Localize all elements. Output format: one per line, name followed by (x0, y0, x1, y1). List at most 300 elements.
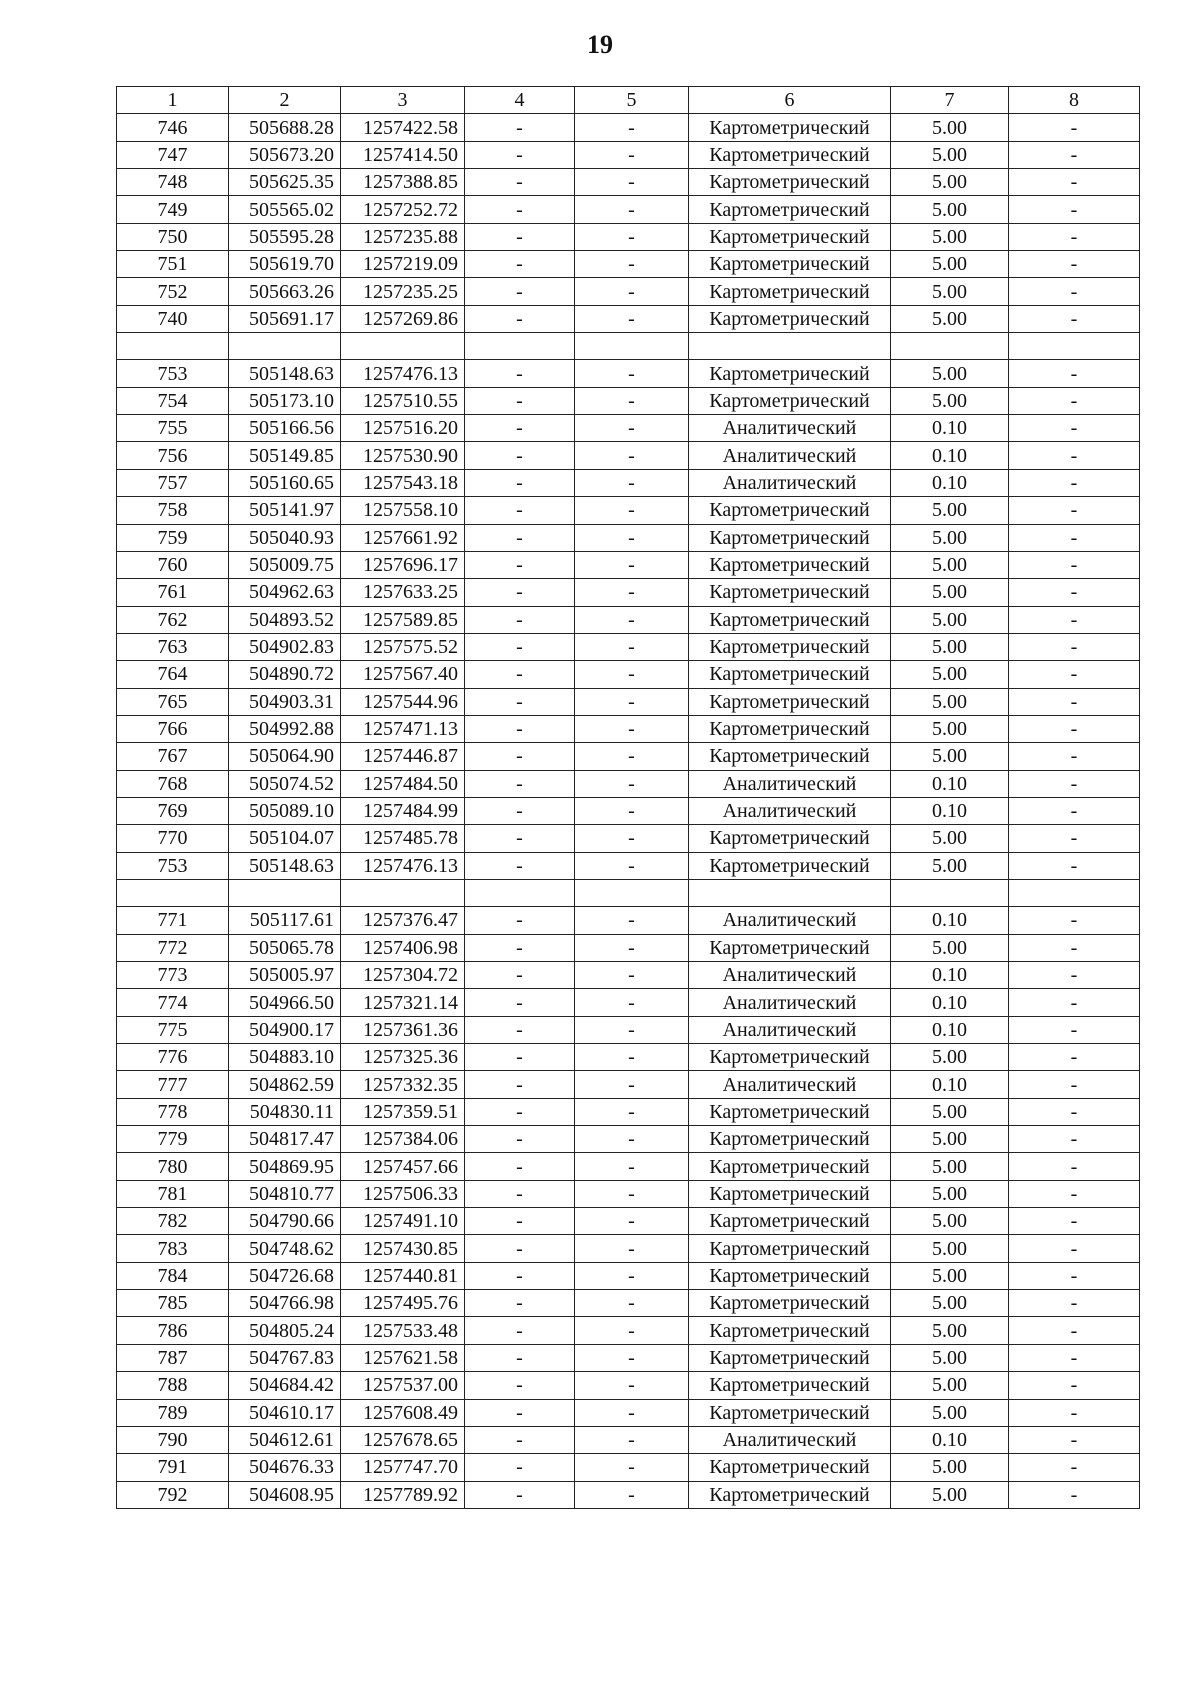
table-cell: - (1009, 661, 1140, 688)
table-cell: 1257621.58 (341, 1344, 465, 1371)
table-cell: 0.10 (891, 907, 1009, 934)
table-cell: 505619.70 (229, 251, 341, 278)
table-cell: 5.00 (891, 661, 1009, 688)
table-row (117, 141, 1140, 168)
table-row (117, 251, 1140, 278)
table-cell: 791 (117, 1454, 229, 1481)
table-cell: 504893.52 (229, 606, 341, 633)
table-cell: - (575, 1098, 689, 1125)
table-cell: - (1009, 633, 1140, 660)
table-cell: 1257361.36 (341, 1016, 465, 1043)
table-cell: - (575, 1153, 689, 1180)
table-cell: - (1009, 1235, 1140, 1262)
table-cell: - (575, 1208, 689, 1235)
table-cell: 504676.33 (229, 1454, 341, 1481)
table-cell: - (465, 579, 575, 606)
table-cell: - (575, 743, 689, 770)
table-row (117, 305, 1140, 332)
table-cell: - (575, 1262, 689, 1289)
table-cell: - (465, 989, 575, 1016)
table-cell: - (575, 1044, 689, 1071)
table-cell: - (575, 606, 689, 633)
table-cell: 5.00 (891, 141, 1009, 168)
table-body (117, 114, 1140, 1509)
table-cell: - (1009, 1180, 1140, 1207)
table-row (117, 497, 1140, 524)
table-cell: - (575, 1454, 689, 1481)
table-cell: 1257440.81 (341, 1262, 465, 1289)
table-cell: 764 (117, 661, 229, 688)
table-row (117, 1372, 1140, 1399)
table-cell (689, 879, 891, 906)
table-cell: - (1009, 797, 1140, 824)
table-cell: - (465, 415, 575, 442)
table-cell (117, 879, 229, 906)
table-cell: 1257235.25 (341, 278, 465, 305)
table-cell: - (1009, 524, 1140, 551)
table-cell: 5.00 (891, 1153, 1009, 1180)
page-number: 19 (587, 30, 613, 59)
table-cell: 1257789.92 (341, 1481, 465, 1508)
table-cell: 767 (117, 743, 229, 770)
table-cell: 0.10 (891, 797, 1009, 824)
table-cell: - (465, 770, 575, 797)
table-row (117, 1290, 1140, 1317)
table-cell: - (1009, 934, 1140, 961)
table-cell: 504900.17 (229, 1016, 341, 1043)
table-cell: 770 (117, 825, 229, 852)
table-cell: 769 (117, 797, 229, 824)
column-header-8: 8 (1009, 87, 1140, 114)
table-cell: - (575, 688, 689, 715)
table-cell: 789 (117, 1399, 229, 1426)
table-row (117, 962, 1140, 989)
table-cell: - (1009, 1426, 1140, 1453)
table-cell: - (1009, 196, 1140, 223)
table-cell: 1257530.90 (341, 442, 465, 469)
column-header-3: 3 (341, 87, 465, 114)
table-cell: 504890.72 (229, 661, 341, 688)
table-cell (117, 333, 229, 360)
table-cell: 504790.66 (229, 1208, 341, 1235)
table-row (117, 551, 1140, 578)
table-cell: 505173.10 (229, 387, 341, 414)
table-cell: 768 (117, 770, 229, 797)
table-cell: 504767.83 (229, 1344, 341, 1371)
table-cell: Аналитический (689, 1016, 891, 1043)
table-row (117, 1317, 1140, 1344)
table-cell: 752 (117, 278, 229, 305)
table-cell: 504748.62 (229, 1235, 341, 1262)
table-cell: 1257484.50 (341, 770, 465, 797)
table-cell: 504726.68 (229, 1262, 341, 1289)
table-cell: - (1009, 907, 1140, 934)
table-cell: 504817.47 (229, 1126, 341, 1153)
table-cell: Картометрический (689, 1262, 891, 1289)
table-cell: 5.00 (891, 114, 1009, 141)
table-cell: - (465, 497, 575, 524)
table-cell: Картометрический (689, 934, 891, 961)
table-cell: - (575, 1317, 689, 1344)
table-cell: - (465, 797, 575, 824)
table-cell: - (575, 797, 689, 824)
table-cell: Картометрический (689, 1098, 891, 1125)
table-cell: - (575, 196, 689, 223)
table-cell: 504902.83 (229, 633, 341, 660)
table-cell: Картометрический (689, 360, 891, 387)
table-cell: Аналитический (689, 989, 891, 1016)
table-cell: 792 (117, 1481, 229, 1508)
table-cell: 1257558.10 (341, 497, 465, 524)
table-cell: - (1009, 1262, 1140, 1289)
table-cell: - (575, 633, 689, 660)
table-cell: - (465, 825, 575, 852)
table-cell: 505074.52 (229, 770, 341, 797)
table-cell (465, 333, 575, 360)
table-cell: 1257476.13 (341, 852, 465, 879)
table-cell: - (1009, 169, 1140, 196)
table-cell: 5.00 (891, 1454, 1009, 1481)
table-cell: 1257332.35 (341, 1071, 465, 1098)
table-cell: Аналитический (689, 907, 891, 934)
table-cell: - (465, 114, 575, 141)
table-cell: 504608.95 (229, 1481, 341, 1508)
table-row (117, 442, 1140, 469)
table-cell: - (575, 907, 689, 934)
table-cell: 5.00 (891, 1481, 1009, 1508)
table-cell: 740 (117, 305, 229, 332)
table-cell: - (575, 579, 689, 606)
table-cell: - (465, 1071, 575, 1098)
table-cell: - (1009, 1044, 1140, 1071)
table-cell: - (575, 770, 689, 797)
table-row (117, 1481, 1140, 1508)
table-row (117, 743, 1140, 770)
table-cell: - (575, 223, 689, 250)
table-cell: 505565.02 (229, 196, 341, 223)
table-cell: 0.10 (891, 989, 1009, 1016)
table-cell: - (1009, 387, 1140, 414)
table-cell: 5.00 (891, 715, 1009, 742)
table-cell: 504830.11 (229, 1098, 341, 1125)
table-cell: 0.10 (891, 469, 1009, 496)
table-cell: Картометрический (689, 1153, 891, 1180)
table-cell: Аналитический (689, 797, 891, 824)
table-cell: - (465, 1317, 575, 1344)
table-cell: 504883.10 (229, 1044, 341, 1071)
column-header-4: 4 (465, 87, 575, 114)
column-header-5: 5 (575, 87, 689, 114)
table-cell: 1257633.25 (341, 579, 465, 606)
table-cell: 5.00 (891, 743, 1009, 770)
table-cell: 755 (117, 415, 229, 442)
table-cell: 5.00 (891, 305, 1009, 332)
table-cell: 505005.97 (229, 962, 341, 989)
table-cell: - (1009, 1481, 1140, 1508)
table-cell: 787 (117, 1344, 229, 1371)
table-cell: Картометрический (689, 114, 891, 141)
table-cell: - (1009, 1454, 1140, 1481)
table-cell: - (575, 360, 689, 387)
table-cell: 505148.63 (229, 360, 341, 387)
table-row (117, 1235, 1140, 1262)
table-cell: - (465, 1208, 575, 1235)
table-cell: 5.00 (891, 1126, 1009, 1153)
table-cell: - (1009, 1344, 1140, 1371)
table-cell: Картометрический (689, 825, 891, 852)
table-cell: 1257430.85 (341, 1235, 465, 1262)
table-cell: - (465, 1290, 575, 1317)
table-cell: 761 (117, 579, 229, 606)
table-row (117, 196, 1140, 223)
table-cell: Картометрический (689, 715, 891, 742)
table-cell: Картометрический (689, 141, 891, 168)
table-cell: Картометрический (689, 1126, 891, 1153)
header-row (117, 87, 1140, 114)
table-row (117, 278, 1140, 305)
table-cell: 5.00 (891, 852, 1009, 879)
table-cell: Картометрический (689, 497, 891, 524)
table-cell: 504805.24 (229, 1317, 341, 1344)
table-cell: - (575, 1290, 689, 1317)
table-cell (1009, 333, 1140, 360)
table-cell: Картометрический (689, 633, 891, 660)
table-cell: 505663.26 (229, 278, 341, 305)
table-cell: 1257376.47 (341, 907, 465, 934)
table-cell: 756 (117, 442, 229, 469)
table-row (117, 1208, 1140, 1235)
table-cell: - (1009, 1071, 1140, 1098)
table-cell: - (465, 1372, 575, 1399)
table-cell: 5.00 (891, 579, 1009, 606)
table-cell: Картометрический (689, 1454, 891, 1481)
column-header-1: 1 (117, 87, 229, 114)
table-cell: 753 (117, 360, 229, 387)
table-cell: 763 (117, 633, 229, 660)
table-cell: Аналитический (689, 469, 891, 496)
table-cell: 505141.97 (229, 497, 341, 524)
table-cell: - (465, 962, 575, 989)
table-cell: - (465, 934, 575, 961)
table-row (117, 469, 1140, 496)
table-cell: - (1009, 1399, 1140, 1426)
table-cell: - (465, 1180, 575, 1207)
table-cell: 505009.75 (229, 551, 341, 578)
table-cell: - (465, 524, 575, 551)
table-cell: 1257252.72 (341, 196, 465, 223)
table-cell: 5.00 (891, 1180, 1009, 1207)
table-cell: 1257471.13 (341, 715, 465, 742)
table-row (117, 114, 1140, 141)
table-row (117, 360, 1140, 387)
table-cell: - (465, 251, 575, 278)
table-cell: 1257589.85 (341, 606, 465, 633)
table-cell: 776 (117, 1044, 229, 1071)
table-cell: - (465, 1126, 575, 1153)
table-cell: 1257269.86 (341, 305, 465, 332)
table-cell: 759 (117, 524, 229, 551)
table-cell: - (1009, 251, 1140, 278)
table-cell: 504962.63 (229, 579, 341, 606)
table-cell: - (1009, 305, 1140, 332)
table-cell: - (465, 1426, 575, 1453)
table-cell: - (1009, 1290, 1140, 1317)
table-cell: - (465, 688, 575, 715)
table-cell: - (1009, 469, 1140, 496)
table-cell: 1257747.70 (341, 1454, 465, 1481)
table-cell: 505065.78 (229, 934, 341, 961)
table-cell: - (575, 1180, 689, 1207)
table-cell: 5.00 (891, 551, 1009, 578)
table-cell: 1257608.49 (341, 1399, 465, 1426)
table-cell: 505160.65 (229, 469, 341, 496)
table-cell: - (465, 360, 575, 387)
table-cell: 5.00 (891, 1208, 1009, 1235)
table-cell: - (575, 715, 689, 742)
table-row (117, 715, 1140, 742)
table-cell: 750 (117, 223, 229, 250)
table-cell: 5.00 (891, 251, 1009, 278)
table-row (117, 934, 1140, 961)
table-cell: Картометрический (689, 579, 891, 606)
table-cell: 5.00 (891, 278, 1009, 305)
table-cell: - (465, 633, 575, 660)
table-cell: - (575, 1235, 689, 1262)
table-cell: - (1009, 278, 1140, 305)
table-cell: - (465, 551, 575, 578)
table-row (117, 1044, 1140, 1071)
table-cell: - (1009, 1126, 1140, 1153)
table-cell: - (575, 251, 689, 278)
table-cell: - (575, 141, 689, 168)
table-cell: - (575, 524, 689, 551)
table-cell: 1257457.66 (341, 1153, 465, 1180)
table-cell: 788 (117, 1372, 229, 1399)
table-cell: - (465, 907, 575, 934)
table-cell: 783 (117, 1235, 229, 1262)
table-cell: - (1009, 852, 1140, 879)
table-cell: 505673.20 (229, 141, 341, 168)
table-row (117, 579, 1140, 606)
table-cell: - (465, 1153, 575, 1180)
table-cell: - (1009, 1208, 1140, 1235)
table-cell: - (1009, 114, 1140, 141)
table-cell: - (1009, 497, 1140, 524)
table-cell: - (575, 1071, 689, 1098)
table-cell: 504766.98 (229, 1290, 341, 1317)
table-cell: - (1009, 415, 1140, 442)
table-row (117, 387, 1140, 414)
table-cell: 751 (117, 251, 229, 278)
table-cell: 505691.17 (229, 305, 341, 332)
coordinates-table (116, 86, 1140, 1509)
table-row (117, 989, 1140, 1016)
table-cell: - (1009, 989, 1140, 1016)
table-cell: 5.00 (891, 223, 1009, 250)
table-cell: Картометрический (689, 169, 891, 196)
table-cell: - (1009, 579, 1140, 606)
table-cell: - (1009, 1372, 1140, 1399)
separator-row (117, 879, 1140, 906)
table-cell: - (465, 169, 575, 196)
table-cell: - (1009, 360, 1140, 387)
table-cell: 1257414.50 (341, 141, 465, 168)
table-cell: - (465, 1262, 575, 1289)
table-cell: 5.00 (891, 1098, 1009, 1125)
table-cell: - (575, 442, 689, 469)
table-cell: 1257678.65 (341, 1426, 465, 1453)
table-row (117, 524, 1140, 551)
table-cell: 5.00 (891, 196, 1009, 223)
table-cell: - (1009, 551, 1140, 578)
table-cell: Картометрический (689, 1317, 891, 1344)
table-row (117, 825, 1140, 852)
table-row (117, 1071, 1140, 1098)
table-cell: 749 (117, 196, 229, 223)
table-row (117, 1153, 1140, 1180)
table-cell: - (1009, 223, 1140, 250)
table-cell: 505040.93 (229, 524, 341, 551)
table-cell: - (465, 743, 575, 770)
table-cell: 1257491.10 (341, 1208, 465, 1235)
table-cell: - (575, 1344, 689, 1371)
table-cell (341, 879, 465, 906)
table-cell: - (465, 1044, 575, 1071)
table-row (117, 1454, 1140, 1481)
table-cell: Картометрический (689, 688, 891, 715)
table-cell: Картометрический (689, 223, 891, 250)
table-cell: 5.00 (891, 524, 1009, 551)
table-cell: 0.10 (891, 415, 1009, 442)
table-cell: 1257388.85 (341, 169, 465, 196)
table-cell: 0.10 (891, 1016, 1009, 1043)
table-cell: - (575, 1372, 689, 1399)
table-cell: 1257325.36 (341, 1044, 465, 1071)
table-cell: 504610.17 (229, 1399, 341, 1426)
table-cell: - (1009, 1016, 1140, 1043)
table-cell: 505104.07 (229, 825, 341, 852)
table-cell: - (575, 169, 689, 196)
table-cell: 748 (117, 169, 229, 196)
table-cell: 505625.35 (229, 169, 341, 196)
table-cell: 505117.61 (229, 907, 341, 934)
table-cell: 1257543.18 (341, 469, 465, 496)
table-cell: - (465, 278, 575, 305)
table-cell: 771 (117, 907, 229, 934)
table-cell: Аналитический (689, 442, 891, 469)
table-cell: 5.00 (891, 387, 1009, 414)
table-cell: 5.00 (891, 360, 1009, 387)
table-cell: Картометрический (689, 1481, 891, 1508)
table-cell: - (575, 497, 689, 524)
table-cell: - (1009, 715, 1140, 742)
table-cell: 1257304.72 (341, 962, 465, 989)
table-row (117, 852, 1140, 879)
table-cell: - (1009, 1098, 1140, 1125)
table-cell: Аналитический (689, 1071, 891, 1098)
table-cell: 1257506.33 (341, 1180, 465, 1207)
table-cell: 505166.56 (229, 415, 341, 442)
table-cell: Аналитический (689, 962, 891, 989)
table-cell: 1257567.40 (341, 661, 465, 688)
table-cell: 1257422.58 (341, 114, 465, 141)
table-cell: 0.10 (891, 1071, 1009, 1098)
table-cell: 504612.61 (229, 1426, 341, 1453)
table-cell: 1257235.88 (341, 223, 465, 250)
table-row (117, 797, 1140, 824)
table-cell: 5.00 (891, 1344, 1009, 1371)
table-cell: - (1009, 825, 1140, 852)
